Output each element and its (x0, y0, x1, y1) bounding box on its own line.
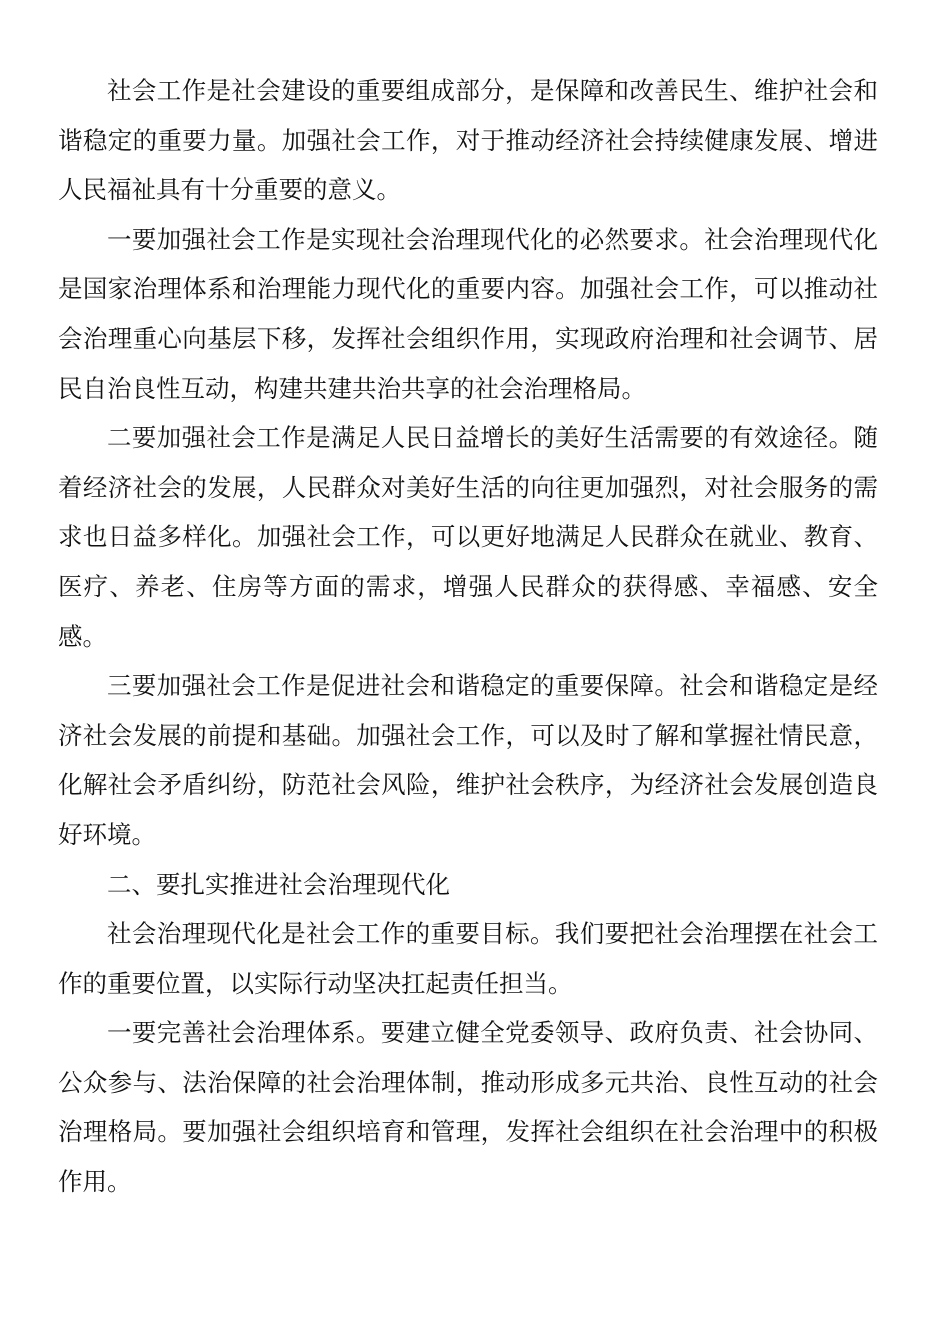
paragraph-intro: 社会工作是社会建设的重要组成部分，是保障和改善民生、维护社会和谐稳定的重要力量。加强社会工作，对于推动经济社会持续健康发展、增进人民福祉具有十分重要的意义。 (58, 76, 878, 205)
paragraph-section-intro: 社会治理现代化是社会工作的重要目标。我们要把社会治理摆在社会工作的重要位置，以实际行动坚决扛起责任担当。 (58, 919, 878, 998)
section-heading: 二、要扎实推进社会治理现代化 (107, 869, 450, 899)
document-body (58, 66, 878, 1207)
paragraph-section-point-one: 一要完善社会治理体系。要建立健全党委领导、政府负责、社会协同、公众参与、法治保障的社会治理体制，推动形成多元共治、良性互动的社会治理格局。要加强社会组织培育和管理，发挥社会组织在社会治理中的积极作用。 (58, 1018, 878, 1197)
paragraph-point-three: 三要加强社会工作是促进社会和谐稳定的重要保障。社会和谐稳定是经济社会发展的前提和基础。加强社会工作，可以及时了解和掌握社情民意，化解社会矛盾纠纷，防范社会风险，维护社会秩序，为经济社会发展创造良好环境。 (58, 671, 878, 849)
paragraph-point-one: 一要加强社会工作是实现社会治理现代化的必然要求。社会治理现代化是国家治理体系和治理能力现代化的重要内容。加强社会工作，可以推动社会治理重心向基层下移，发挥社会组织作用，实现政府治理和社会调节、居民自治良性互动，构建共建共治共享的社会治理格局。 (58, 224, 878, 403)
paragraph-point-two: 二要加强社会工作是满足人民日益增长的美好生活需要的有效途径。随着经济社会的发展，人民群众对美好生活的向往更加强烈，对社会服务的需求也日益多样化。加强社会工作，可以更好地满足人民群众在就业、教育、医疗、养老、住房等方面的需求，增强人民群众的获得感、幸福感、安全感。 (58, 423, 878, 651)
